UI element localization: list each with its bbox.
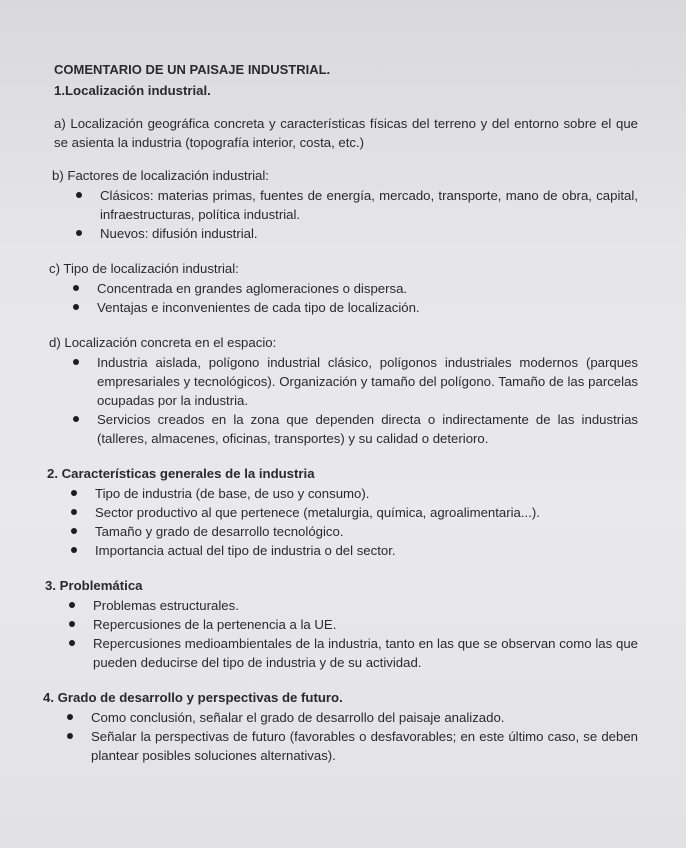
section-b-heading: b) Factores de localización industrial: [52, 168, 269, 183]
list-item-text: Concentrada en grandes aglomeraciones o dispersa. [97, 281, 408, 296]
section-d-heading: d) Localización concreta en el espacio: [49, 335, 277, 350]
section-4-list [43, 708, 638, 765]
list-item [97, 279, 638, 298]
list-item [91, 727, 638, 765]
section-2-list [47, 484, 638, 560]
section-c-heading: c) Tipo de localización industrial: [49, 261, 239, 276]
bullet-icon [76, 192, 82, 198]
list-item [93, 615, 638, 634]
bullet-icon [71, 547, 77, 553]
list-item-text: Industria aislada, polígono industrial clásico, polígonos industriales modernos (parques empresariales y tecnológicos). Organización y tamaño del polígono. Tamaño de las parcelas ocupadas por la industria. [97, 355, 638, 408]
section-b-list [52, 186, 638, 243]
section-c [49, 259, 638, 317]
bullet-icon [69, 640, 75, 646]
list-item-text: Repercusiones medioambientales de la industria, tanto en las que se observan como las que pueden deducirse del tipo de industria y de su actividad. [93, 636, 638, 670]
list-item-text: Señalar la perspectivas de futuro (favorables o desfavorables; en este último caso, se deben plantear posibles soluciones alternativas). [91, 729, 638, 763]
list-item-text: Ventajas e inconvenientes de cada tipo de localización. [97, 300, 420, 315]
bullet-icon [76, 230, 82, 236]
list-item [97, 298, 638, 317]
section-3 [45, 576, 638, 672]
bullet-icon [67, 714, 73, 720]
list-item-text: Sector productivo al que pertenece (metalurgia, química, agroalimentaria...). [95, 505, 540, 520]
list-item-text: Nuevos: difusión industrial. [100, 226, 258, 241]
bullet-icon [71, 528, 77, 534]
list-item [100, 224, 638, 243]
list-item [95, 522, 638, 541]
list-item-text: Clásicos: materias primas, fuentes de energía, mercado, transporte, mano de obra, capital, infraestructuras, política industrial. [100, 188, 638, 222]
list-item [97, 353, 638, 410]
section-4 [43, 688, 638, 765]
bullet-icon [73, 416, 79, 422]
section-d [49, 333, 638, 448]
list-item [95, 541, 638, 560]
list-item [100, 186, 638, 224]
section-4-heading: 4. Grado de desarrollo y perspectivas de futuro. [43, 690, 343, 705]
section-2-heading: 2. Características generales de la industria [47, 466, 315, 481]
section-1-heading: 1.Localización industrial. [54, 83, 211, 98]
list-item-text: Como conclusión, señalar el grado de desarrollo del paisaje analizado. [91, 710, 505, 725]
bullet-icon [67, 733, 73, 739]
list-item [95, 503, 638, 522]
bullet-icon [73, 359, 79, 365]
section-a-paragraph: a) Localización geográfica concreta y características físicas del terreno y del entorno sobre el que se asienta la industria (topografía interior, costa, etc.) [54, 116, 638, 150]
list-item [91, 708, 638, 727]
list-item-text: Servicios creados en la zona que dependen directa o indirectamente de las industrias (talleres, almacenes, oficinas, transportes) y su calidad o deterioro. [97, 412, 638, 446]
list-item-text: Problemas estructurales. [93, 598, 239, 613]
bullet-icon [73, 285, 79, 291]
section-2 [47, 464, 638, 560]
document-title: COMENTARIO DE UN PAISAJE INDUSTRIAL. [54, 62, 331, 77]
list-item-text: Importancia actual del tipo de industria o del sector. [95, 543, 396, 558]
section-c-list [49, 279, 638, 317]
list-item-text: Tamaño y grado de desarrollo tecnológico. [95, 524, 344, 539]
list-item [93, 634, 638, 672]
section-d-list [49, 353, 638, 448]
list-item [93, 596, 638, 615]
list-item-text: Tipo de industria (de base, de uso y consumo). [95, 486, 370, 501]
bullet-icon [71, 509, 77, 515]
section-3-list [45, 596, 638, 672]
bullet-icon [73, 304, 79, 310]
list-item [95, 484, 638, 503]
section-3-heading: 3. Problemática [45, 578, 143, 593]
bullet-icon [69, 621, 75, 627]
bullet-icon [69, 602, 75, 608]
bullet-icon [71, 490, 77, 496]
section-b [52, 166, 638, 243]
list-item [97, 410, 638, 448]
list-item-text: Repercusiones de la pertenencia a la UE. [93, 617, 337, 632]
